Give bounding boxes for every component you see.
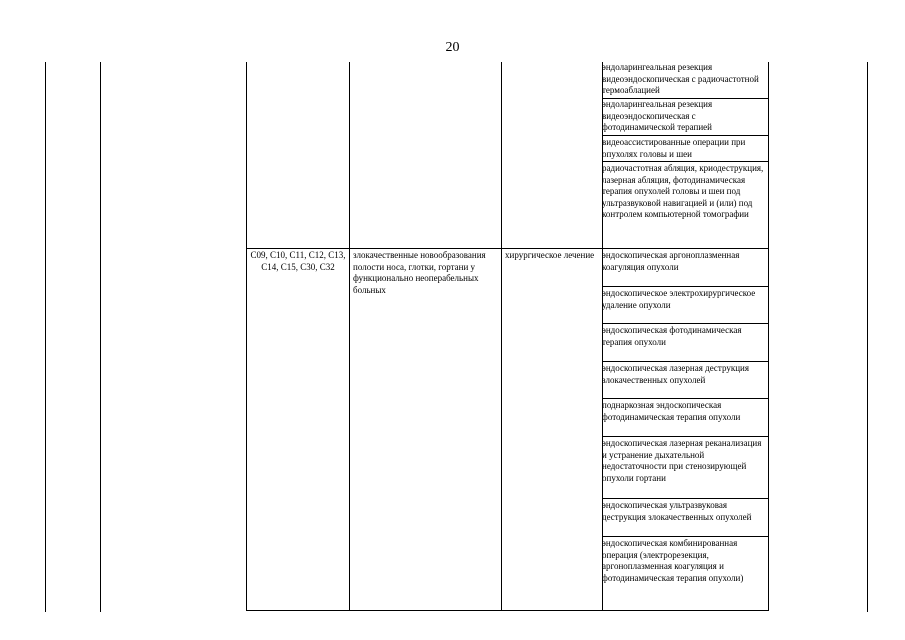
procedure-cell: эндоскопическая фотодинамическая терапия опухоли <box>602 325 742 347</box>
procedure-cell: эндоларингеальная резекция видеоэндоскопическая с фотодинамической терапией <box>602 99 713 132</box>
diagnosis-codes: C09, C10, C11, C12, C13, C14, C15, C30, C32 <box>250 250 346 272</box>
row-divider <box>602 135 768 136</box>
table-rule-col-procedure-right <box>768 62 769 611</box>
procedure-cell: эндоскопическая ультразвуковая деструкция злокачественных опухолей <box>602 500 752 522</box>
procedure-cell: эндоскопическая лазерная деструкция злокачественных опухолей <box>602 363 749 385</box>
row-divider <box>602 323 768 324</box>
table-rule-right-outer <box>867 62 868 612</box>
procedure-cell: эндоскопическая лазерная реканализация и устранение дыхательной недостаточности при стенозирующей опухоли гортани <box>602 438 762 483</box>
row-divider <box>602 536 768 537</box>
treatment-type: хирургическое лечение <box>505 250 595 260</box>
procedure-cell: эндоскопическая аргоноплазменная коагуляция опухоли <box>602 250 740 272</box>
procedure-cell: эндоскопическое электрохирургическое удаление опухоли <box>602 288 756 310</box>
row-divider <box>602 498 768 499</box>
table-rule-col-treatment <box>501 62 502 611</box>
procedure-cell: поднаркозная эндоскопическая фотодинамическая терапия опухоли <box>602 400 741 422</box>
table-rule-left-inner <box>100 62 101 612</box>
table-rule-col-diagnosis <box>349 62 350 611</box>
procedure-cell: радиочастотная абляция, криодеструкция, лазерная абляция, фотодинамическая терапия опухолей головы и шеи под ультразвуковой навигацией и (или) под контролем компьютерной томографии <box>602 163 764 219</box>
diagnosis-description: злокачественные новообразования полости носа, глотки, гортани у функционально неоперабельных больных <box>353 250 486 295</box>
procedure-cell: видеоассистированные операции при опухолях головы и шеи <box>602 137 746 159</box>
group-divider <box>246 248 768 249</box>
procedure-cell: эндоларингеальная резекция видеоэндоскопическая с радиочастотной термоаблацией <box>602 62 759 95</box>
procedure-cell: эндоскопическая комбинированная операция (электрорезекция, аргоноплазменная коагуляция и фотодинамическая терапия опухоли) <box>602 538 744 583</box>
row-divider <box>602 361 768 362</box>
row-divider <box>602 436 768 437</box>
row-divider <box>602 398 768 399</box>
table-bottom-rule <box>246 610 768 611</box>
row-divider <box>602 286 768 287</box>
page-number: 20 <box>445 40 460 55</box>
row-divider <box>602 161 768 162</box>
table-rule-col-codes <box>246 62 247 611</box>
table-rule-left-outer <box>45 62 46 612</box>
